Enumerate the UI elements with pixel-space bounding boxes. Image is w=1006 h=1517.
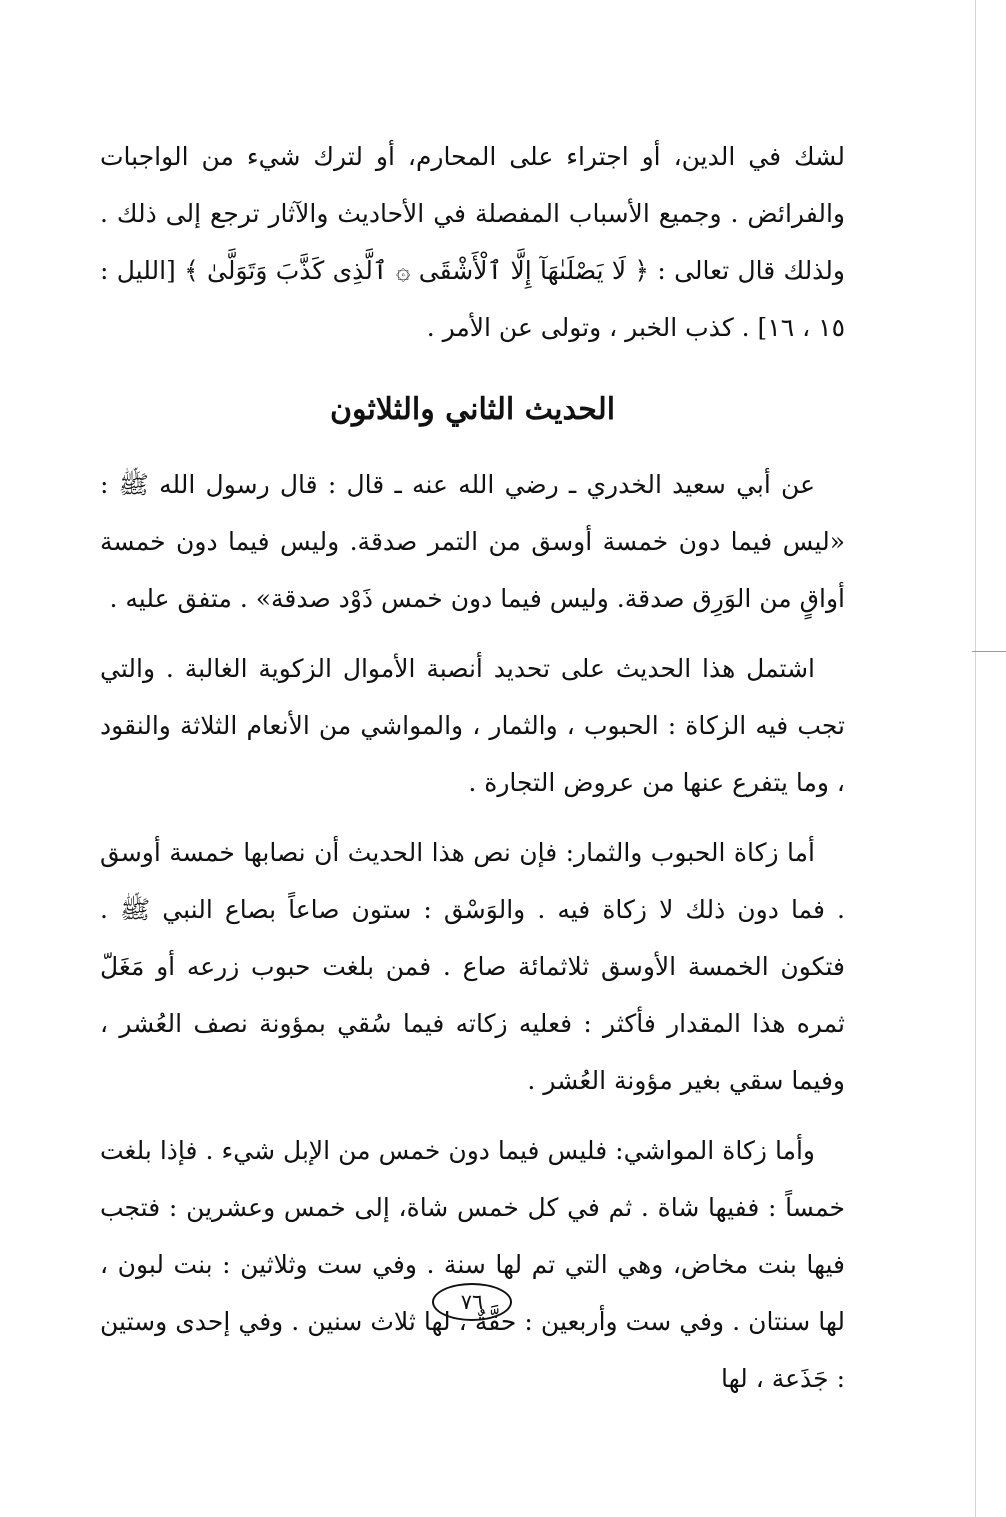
page-number-badge: [432, 1283, 512, 1321]
intro-paragraph: لشك في الدين، أو اجتراء على المحارم، أو لترك شيء من الواجبات والفرائض . وجميع الأسباب المفصلة في الأحاديث والآثار ترجع إلى ذلك . ولذلك قال تعالى : ﴿ لَا يَصْلَىٰهَآ إِلَّا ٱلْأَشْقَى ۞ ٱلَّذِى كَذَّبَ وَتَوَلَّىٰ ﴾ [الليل : ١٥ ، ١٦] . كذب الخبر ، وتولى عن الأمر .: [100, 142, 845, 342]
grains-zakat-paragraph: أما زكاة الحبوب والثمار: فإن نص هذا الحديث أن نصابها خمسة أوسق . فما دون ذلك لا زكاة فيه . والوَسْق : ستون صاعاً بصاع النبي ﷺ . فتكون الخمسة الأوسق ثلاثمائة صاع . فمن بلغت حبوب زرعه أو مَغَلّ ثمره هذا المقدار فأكثر : فعليه زكاته فيما سُقي بمؤونة نصف العُشر ، وفيما سقي بغير مؤونة العُشر .: [100, 838, 845, 1095]
hadith-text-paragraph: عن أبي سعيد الخدري ـ رضي الله عنه ـ قال : قال رسول الله ﷺ : «ليس فيما دون خمسة أوسق من التمر صدقة. وليس فيما دون خمسة أواقٍ من الوَرِق صدقة. وليس فيما دون خمس ذَوْد صدقة» . متفق عليه .: [100, 470, 846, 613]
hadith-heading: الحديث الثاني والثلاثون: [329, 392, 616, 427]
explanation-paragraph: اشتمل هذا الحديث على تحديد أنصبة الأموال الزكوية الغالبة . والتي تجب فيه الزكاة : الحبوب ، والثمار ، والمواشي من الأنعام الثلاثة والنقود ، وما يتفرع عنها من عروض التجارة .: [100, 654, 845, 797]
page-edge-line: [975, 0, 976, 1517]
page-edge-tick: [972, 651, 1006, 652]
livestock-zakat-paragraph: وأما زكاة المواشي: فليس فيما دون خمس من الإبل شيء . فإذا بلغت خمساً : ففيها شاة . ثم في كل خمس شاة، إلى خمس وعشرين : فتجب فيها بنت مخاض، وهي التي تم لها سنة . وفي ست وثلاثين : بنت لبون ، لها سنتان . وفي ست وأربعين : حقَّةٌ ، لها ثلاث سنين . وفي إحدى وستين : جَذَعة ، لها: [100, 1136, 845, 1393]
page-body: [100, 128, 845, 1407]
page-number: ٧٦: [460, 1289, 484, 1314]
